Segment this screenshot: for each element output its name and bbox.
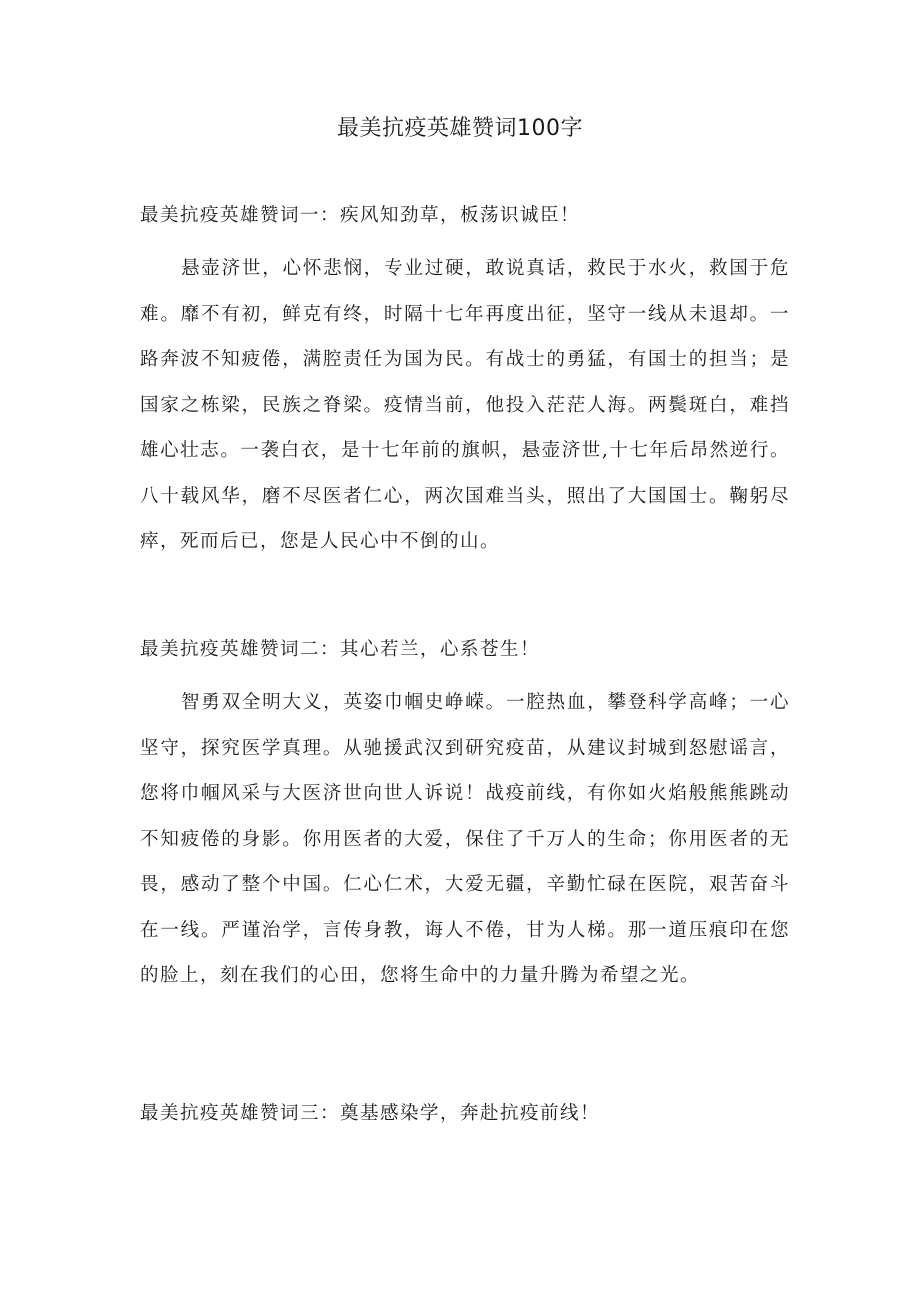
section-3-heading: 最美抗疫英雄赞词三：奠基感染学，奔赴抗疫前线！ [140,1103,601,1124]
section-2-paragraph: 智勇双全明大义，英姿巾帼史峥嵘。一腔热血，攀登科学高峰；一心坚守，探究医学真理。从驰援武汉到研究疫苗，从建议封城到怒慰谣言，您将巾帼风采与大医济世向世人诉说！战疫前线，有你如火焰般熊熊跳动不知疲倦的身影。你用医者的大爱，保住了千万人的生命；你用医者的无畏，感动了整个中国。仁心仁术，大爱无疆，辛勤忙碌在医院，艰苦奋斗在一线。严谨治学，言传身教，诲人不倦，甘为人梯。那一道压痕印在您的脸上，刻在我们的心田，您将生命中的力量升腾为希望之光。 [140,692,790,986]
section-2 [140,638,790,999]
section-1 [140,204,790,565]
document-title: 最美抗疫英雄赞词100字 [337,116,583,141]
section-3 [140,1102,790,1126]
section-1-heading: 最美抗疫英雄赞词一：疾风知劲草，板荡识诚臣！ [140,205,581,226]
section-2-heading: 最美抗疫英雄赞词二：其心若兰，心系苍生！ [140,639,541,660]
section-1-paragraph: 悬壶济世，心怀悲悯，专业过硬，敢说真话，救民于水火，救国于危难。靡不有初，鲜克有终，时隔十七年再度出征，坚守一线从未退却。一路奔波不知疲倦，满腔责任为国为民。有战士的勇猛，有国士的担当；是国家之栋梁，民族之脊梁。疫情当前，他投入茫茫人海。两鬓斑白，难挡雄心壮志。一袭白衣，是十七年前的旗帜，悬壶济世,十七年后昂然逆行。八十载风华，磨不尽医者仁心，两次国难当头，照出了大国国士。鞠躬尽瘁，死而后已，您是人民心中不倒的山。 [140,258,790,552]
